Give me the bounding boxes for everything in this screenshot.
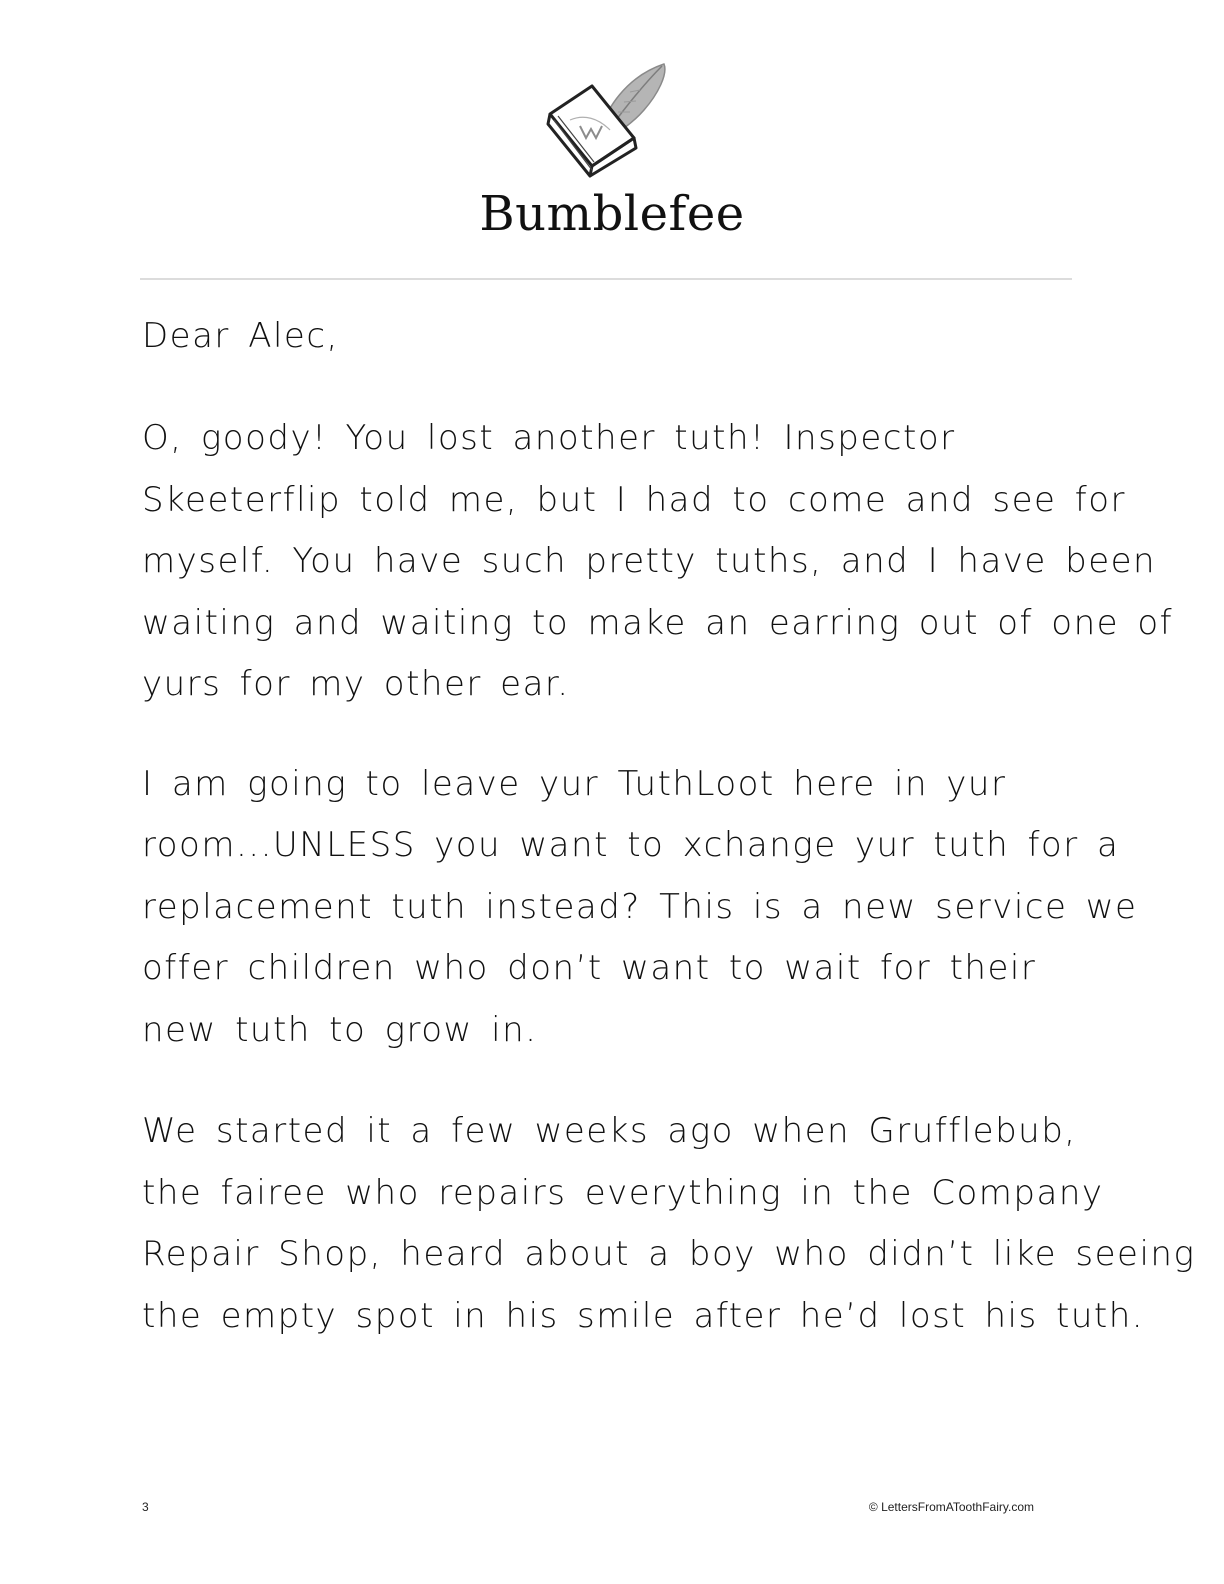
text-line: waiting and waiting to make an earring out of one of bbox=[142, 602, 1174, 643]
text-line: yurs for my other ear. bbox=[142, 664, 570, 704]
paragraph-2 bbox=[142, 754, 1138, 1062]
brand-name: Bumblefee bbox=[479, 186, 745, 242]
page-number: 3 bbox=[142, 1500, 149, 1514]
text-line: Repair Shop, heard about a boy who didn’t like seeing bbox=[142, 1234, 1196, 1274]
text-line: the empty spot in his smile after he’d lost his tuth. bbox=[142, 1295, 1145, 1336]
text-line: replacement tuth instead? This is a new service we bbox=[142, 886, 1138, 927]
book-and-quill-icon bbox=[540, 58, 680, 182]
paragraph-3 bbox=[142, 1101, 1196, 1347]
text-line: room...UNLESS you want to xchange yur tuth for a bbox=[142, 825, 1120, 865]
text-line: I am going to leave yur TuthLoot here in yur bbox=[142, 763, 1007, 804]
header-divider bbox=[140, 278, 1072, 280]
paragraph-1 bbox=[142, 408, 1174, 716]
salutation: Dear Alec, bbox=[142, 316, 339, 356]
text-line: Skeeterflip told me, but I had to come and see for bbox=[142, 479, 1127, 520]
text-line: O, goody! You lost another tuth! Inspector bbox=[142, 418, 956, 458]
text-line: myself. You have such pretty tuths, and I have been bbox=[142, 541, 1157, 581]
text-line: the fairee who repairs everything in the Company bbox=[142, 1172, 1104, 1213]
letter-body bbox=[142, 306, 1196, 1347]
text-line: We started it a few weeks ago when Grufflebub, bbox=[142, 1111, 1077, 1151]
copyright-notice: © LettersFromAToothFairy.com bbox=[868, 1500, 1034, 1514]
text-line: offer children who don’t want to wait for their bbox=[142, 948, 1037, 988]
text-line: new tuth to grow in. bbox=[142, 1009, 538, 1050]
